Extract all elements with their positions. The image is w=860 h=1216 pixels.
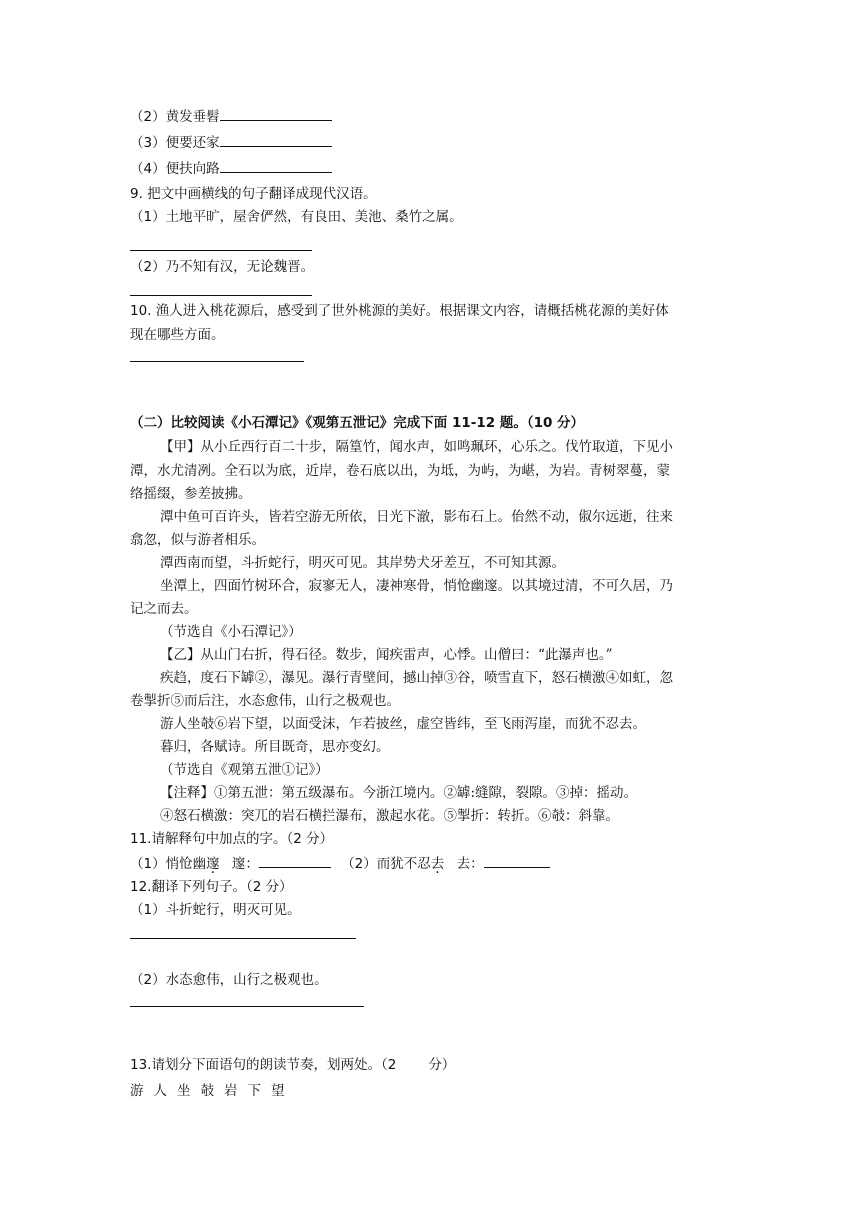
answer-line[interactable] bbox=[130, 361, 304, 362]
answer-blank[interactable] bbox=[220, 132, 332, 147]
q8-item-2: （2）黄发垂髫 bbox=[130, 106, 332, 127]
q12-title: 12.翻译下列句子。（2 分） bbox=[130, 879, 293, 895]
q8-item-4: （4）便扶向路 bbox=[130, 158, 332, 179]
answer-line[interactable] bbox=[130, 938, 356, 939]
section-heading: （二）比较阅读《小石潭记》《观第五泄记》完成下面 11-12 题。（10 分） bbox=[130, 415, 585, 431]
q10-line-1: 10. 渔人进入桃花源后，感受到了世外桃源的美好。根据课文内容，请概括桃花源的美好体 bbox=[130, 303, 669, 319]
passage-yi-source: （节选自《观第五泄①记》） bbox=[160, 762, 329, 778]
passage-jia-line: 【甲】从小丘西行百二十步，隔篁竹，闻水声，如鸣珮环，心乐之。伐竹取道，下见小 bbox=[160, 439, 673, 455]
passage-jia-line: 记之而去。 bbox=[130, 601, 198, 617]
notes-line: 【注释】①第五泄：第五级瀑布。今浙江境内。②罅:缝隙，裂隙。③掉：摇动。 bbox=[160, 785, 638, 801]
answer-line[interactable] bbox=[130, 1006, 364, 1007]
answer-blank[interactable] bbox=[259, 853, 331, 868]
answer-line[interactable] bbox=[130, 250, 312, 251]
answer-blank[interactable] bbox=[220, 106, 332, 121]
q12-sentence-2: （2）水态愈伟，山行之极观也。 bbox=[130, 972, 328, 988]
passage-jia-source: （节选自《小石潭记》） bbox=[160, 624, 302, 640]
q9-sentence-1: （1）土地平旷，屋舍俨然，有良田、美池、桑竹之属。 bbox=[130, 209, 463, 225]
answer-blank[interactable] bbox=[484, 853, 550, 868]
passage-yi-line: 卷掣折⑤而后注，水态愈伟，山行之极观也。 bbox=[130, 693, 400, 709]
passage-jia-line: 潭，水尤清冽。全石以为底，近岸，卷石底以出，为坻，为屿，为嵁，为岩。青树翠蔓，蒙 bbox=[130, 463, 670, 479]
q11-title: 11.请解释句中加点的字。（2 分） bbox=[130, 831, 334, 847]
q12-sentence-1: （1）斗折蛇行，明灭可见。 bbox=[130, 902, 301, 918]
dotted-char: 去 bbox=[430, 856, 445, 872]
passage-jia-line: 坐潭上，四面竹树环合，寂寥无人，凄神寒骨，悄怆幽邃。以其境过清，不可久居，乃 bbox=[160, 578, 673, 594]
notes-line: ④怒石横激：突兀的岩石横拦瀑布，激起水花。⑤掣折：转折。⑥攲：斜靠。 bbox=[160, 808, 619, 824]
passage-yi-line: 【乙】从山门右折，得石径。数步，闻疾雷声，心悸。山僧曰：“此瀑声也。” bbox=[160, 647, 613, 663]
passage-jia-line: 潭西南而望，斗折蛇行，明灭可见。其岸势犬牙差互，不可知其源。 bbox=[160, 555, 565, 571]
q10-line-2: 现在哪些方面。 bbox=[130, 327, 225, 343]
q9-title: 9. 把文中画横线的句子翻译成现代汉语。 bbox=[130, 186, 377, 202]
dotted-char: 邃 bbox=[206, 856, 220, 872]
passage-yi-line: 暮归，各赋诗。所目既奇，思亦变幻。 bbox=[160, 739, 390, 755]
passage-yi-line: 游人坐攲⑥岩下望，以面受沫，乍若披丝，虚空皆纬，至飞雨泻崖，而犹不忍去。 bbox=[160, 716, 646, 732]
answer-blank[interactable] bbox=[220, 158, 332, 173]
passage-yi-line: 疾趋，度石下罅②，瀑见。瀑行青壁间，撼山掉③谷，喷雪直下，怒石横激④如虹，忽 bbox=[160, 670, 673, 686]
answer-line[interactable] bbox=[130, 295, 312, 296]
passage-jia-line: 翕忽，似与游者相乐。 bbox=[130, 532, 265, 548]
passage-jia-line: 潭中鱼可百许头，皆若空游无所依，日光下澈，影布石上。佁然不动，俶尔远逝，往来 bbox=[160, 509, 673, 525]
q9-sentence-2: （2）乃不知有汉，无论魏晋。 bbox=[130, 259, 315, 275]
q13-sentence[interactable]: 游人坐攲岩下望 bbox=[130, 1083, 295, 1099]
passage-jia-line: 络摇缀，参差披拂。 bbox=[130, 486, 252, 502]
q11-items: （1）悄怆幽邃 邃： （2）而犹不忍去 去： bbox=[130, 853, 550, 874]
q13-title: 13.请划分下面语句的朗读节奏，划两处。（2 分） bbox=[130, 1057, 456, 1073]
q8-item-3: （3）便要还家 bbox=[130, 132, 332, 153]
